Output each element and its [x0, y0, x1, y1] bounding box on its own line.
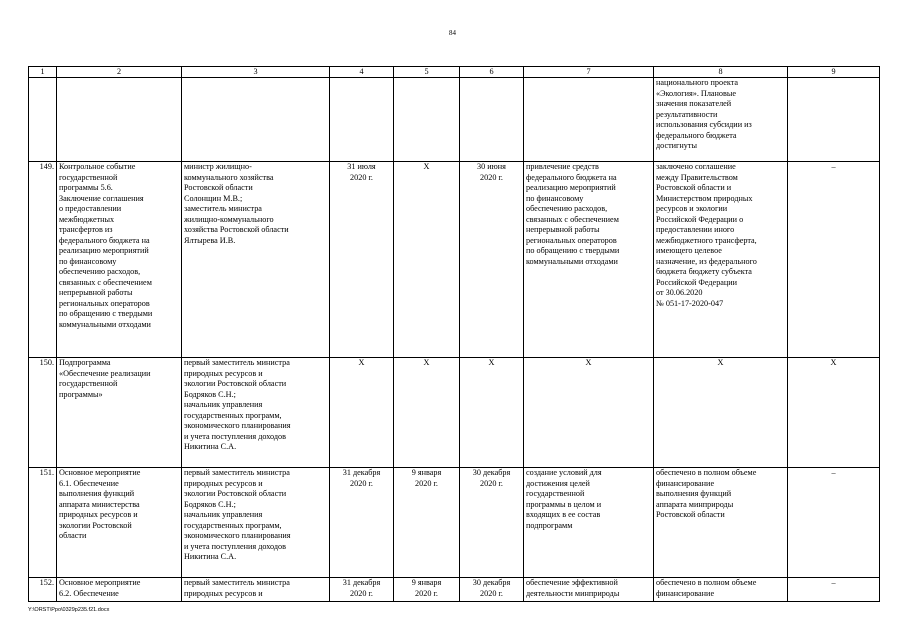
start-date-cell: 9 января 2020 г.: [394, 578, 460, 602]
column-header: 4: [330, 67, 394, 78]
expected-result-cell: привлечение средств федерального бюджета на реализацию мероприятий по финансовому обеспечению расходов, связанных с обеспечением непрерывной работы региональных операторов по обращению с твердыми коммунальными отходами: [524, 162, 654, 358]
table-row: [29, 468, 880, 578]
table-row: [29, 78, 880, 162]
note-cell: –: [788, 578, 880, 602]
footer-file-path: Y:\ORST\Ppo\0329p235.f21.docx: [28, 607, 110, 613]
plan-date-cell: 31 июля 2020 г.: [330, 162, 394, 358]
responsible-cell: первый заместитель министра природных ресурсов и экологии Ростовской области Бодряков С.Н.; начальник управления государственных программ, экономического планирования и учета поступления доходов Никитина С.А.: [182, 358, 330, 468]
column-header: 8: [654, 67, 788, 78]
row-number-cell: 150.: [29, 358, 57, 468]
event-name-cell: [57, 78, 182, 162]
responsible-cell: первый заместитель министра природных ресурсов и экологии Ростовской области Бодряков С.Н.; начальник управления государственных программ, экономического планирования и учета поступления доходов Никитина С.А.: [182, 468, 330, 578]
event-name-cell: Основное мероприятие 6.1. Обеспечение выполнения функций аппарата министерства природных ресурсов и экологии Ростовской области: [57, 468, 182, 578]
expected-result-cell: Х: [524, 358, 654, 468]
start-date-cell: Х: [394, 358, 460, 468]
end-date-cell: 30 декабря 2020 г.: [460, 578, 524, 602]
row-number-cell: 152.: [29, 578, 57, 602]
start-date-cell: [394, 78, 460, 162]
responsible-cell: первый заместитель министра природных ресурсов и: [182, 578, 330, 602]
table-row: [29, 358, 880, 468]
column-header: 3: [182, 67, 330, 78]
row-number-cell: [29, 78, 57, 162]
column-header: 6: [460, 67, 524, 78]
end-date-cell: Х: [460, 358, 524, 468]
column-header: 1: [29, 67, 57, 78]
responsible-cell: министр жилищно- коммунального хозяйства Ростовской области Солонщин М.В.; заместитель министра жилищно-коммунального хозяйства Ростовской области Ялтырева И.В.: [182, 162, 330, 358]
column-header: 9: [788, 67, 880, 78]
plan-date-cell: Х: [330, 358, 394, 468]
row-number-cell: 149.: [29, 162, 57, 358]
plan-date-cell: 31 декабря 2020 г.: [330, 578, 394, 602]
event-name-cell: Подпрограмма «Обеспечение реализации государственной программы»: [57, 358, 182, 468]
actual-result-cell: заключено соглашение между Правительством Ростовской области и Министерством природных ресурсов и экологии Российской Федерации о предоставлении иного межбюджетного трансферта, имеющего целевое назначение, из федерального бюджета бюджету субъекта Российской Федерации от 30.06.2020 № 051-17-2020-047: [654, 162, 788, 358]
note-cell: Х: [788, 358, 880, 468]
expected-result-cell: [524, 78, 654, 162]
actual-result-cell: обеспечено в полном объеме финансирование выполнения функций аппарата минприроды Ростовской области: [654, 468, 788, 578]
expected-result-cell: создание условий для достижения целей государственной программы в целом и входящих в ее состав подпрограмм: [524, 468, 654, 578]
end-date-cell: 30 декабря 2020 г.: [460, 468, 524, 578]
expected-result-cell: обеспечение эффективной деятельности минприроды: [524, 578, 654, 602]
actual-result-cell: Х: [654, 358, 788, 468]
end-date-cell: [460, 78, 524, 162]
note-cell: –: [788, 162, 880, 358]
event-name-cell: Контрольное событие государственной программы 5.6. Заключение соглашения о предоставлении межбюджетных трансфертов из федерального бюджета на реализацию мероприятий по финансовому обеспечению расходов, связанных с обеспечением непрерывной работы региональных операторов по обращению с твердыми коммунальными отходами: [57, 162, 182, 358]
column-header: 7: [524, 67, 654, 78]
end-date-cell: 30 июня 2020 г.: [460, 162, 524, 358]
event-name-cell: Основное мероприятие 6.2. Обеспечение: [57, 578, 182, 602]
row-number-cell: 151.: [29, 468, 57, 578]
page-number: 84: [449, 29, 456, 37]
plan-date-cell: 31 декабря 2020 г.: [330, 468, 394, 578]
actual-result-cell: обеспечено в полном объеме финансирование: [654, 578, 788, 602]
start-date-cell: Х: [394, 162, 460, 358]
report-table: [28, 66, 880, 602]
header-row: [29, 67, 880, 78]
responsible-cell: [182, 78, 330, 162]
start-date-cell: 9 января 2020 г.: [394, 468, 460, 578]
note-cell: [788, 78, 880, 162]
column-header: 5: [394, 67, 460, 78]
column-header: 2: [57, 67, 182, 78]
note-cell: –: [788, 468, 880, 578]
plan-date-cell: [330, 78, 394, 162]
actual-result-cell: национального проекта «Экология». Плановые значения показателей результативности использования субсидии из федерального бюджета достигнуты: [654, 78, 788, 162]
table-row: [29, 162, 880, 358]
table-row: [29, 578, 880, 602]
